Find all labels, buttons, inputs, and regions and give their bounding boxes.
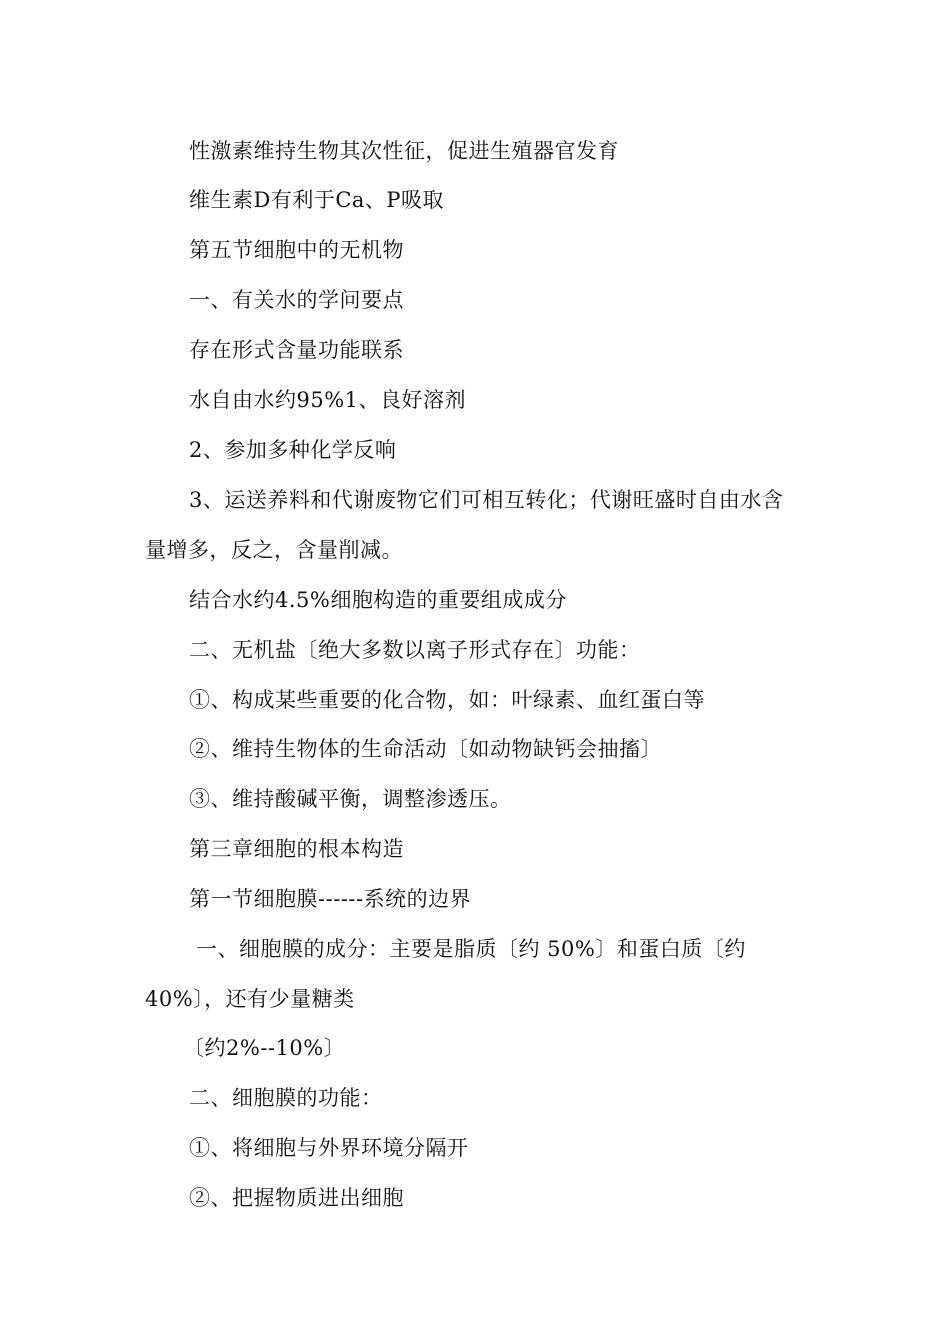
text-line: 量增多，反之，含量削减。 bbox=[145, 538, 403, 562]
subsection-heading: 二、细胞膜的功能： bbox=[189, 1086, 383, 1110]
list-item: ②、维持生物体的生命活动〔如动物缺钙会抽搐〕 bbox=[189, 737, 662, 761]
chapter-heading: 第三章细胞的根本构造 bbox=[189, 837, 404, 861]
subsection-heading: 一、有关水的学问要点 bbox=[189, 288, 404, 312]
list-item: ③、维持酸碱平衡，调整渗透压。 bbox=[189, 787, 512, 811]
text-line: 结合水约4.5%细胞构造的重要组成成分 bbox=[189, 588, 567, 612]
list-item: ①、将细胞与外界环境分隔开 bbox=[189, 1136, 469, 1160]
section-heading: 第五节细胞中的无机物 bbox=[189, 238, 404, 262]
list-item: ①、构成某些重要的化合物，如：叶绿素、血红蛋白等 bbox=[189, 688, 705, 712]
text-line: 3、运送养料和代谢废物它们可相互转化；代谢旺盛时自由水含 bbox=[189, 488, 784, 512]
text-line: 维生素D有利于Ca、P吸取 bbox=[189, 188, 445, 212]
text-line: 一、细胞膜的成分：主要是脂质〔约 50%〕和蛋白质〔约 bbox=[196, 937, 746, 961]
text-line: 水自由水约95%1、良好溶剂 bbox=[189, 388, 467, 412]
text-line: 40%〕，还有少量糖类 bbox=[145, 987, 355, 1011]
text-line: 〔约2%--10%〕 bbox=[183, 1036, 346, 1060]
subsection-heading: 二、无机盐〔绝大多数以离子形式存在〕功能： bbox=[189, 638, 641, 662]
text-line: 2、参加多种化学反响 bbox=[189, 438, 397, 462]
text-line: 性激素维持生物其次性征，促进生殖器官发育 bbox=[189, 139, 619, 163]
list-item: ②、把握物质进出细胞 bbox=[189, 1186, 404, 1210]
section-heading: 第一节细胞膜------系统的边界 bbox=[189, 887, 472, 911]
text-line: 存在形式含量功能联系 bbox=[189, 338, 404, 362]
